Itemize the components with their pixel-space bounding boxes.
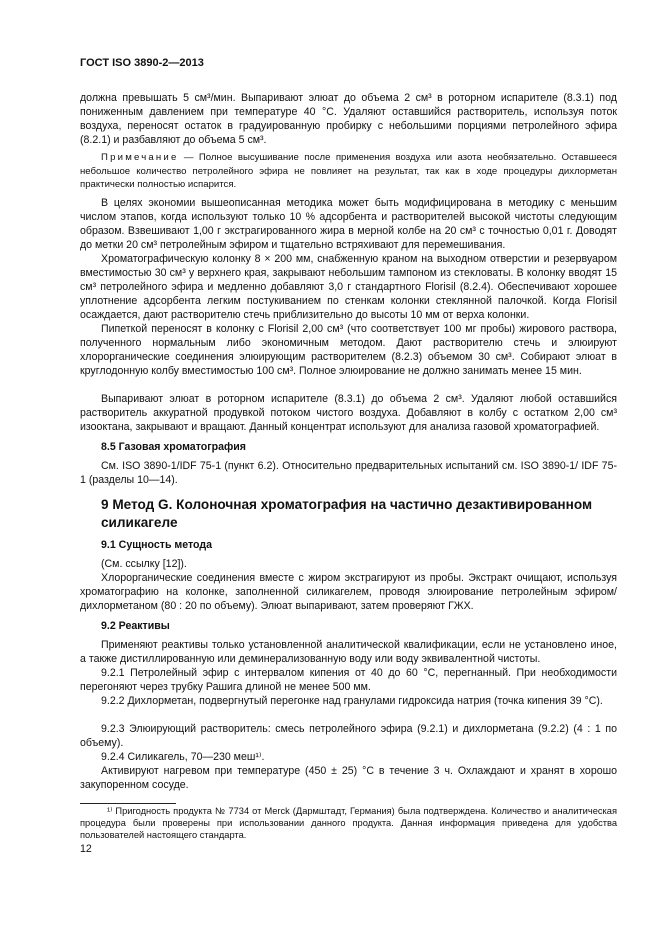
page-number: 12 xyxy=(80,843,92,855)
paragraph: должна превышать 5 см³/мин. Выпаривают элюат до объема 2 см³ в роторном испарителе (8.3.1) под пониженным давлением при температуре 40 °С. Удаляют оставшийся растворитель, используя поток воздуха, переносят остаток в градуированную пробирку с небольшими порциями петролейного эфира (8.2.1) и разбавляют до объема 5 см³. xyxy=(80,92,617,146)
paragraph: 9.2.2 Дихлорметан, подвергнутый перегонке над гранулами гидроксида натрия (точка кипения 39 °С). xyxy=(101,695,603,707)
paragraph: 9.2.3 Элюирующий растворитель: смесь петролейного эфира (9.2.1) и дихлорметана (9.2.2) (4 : 1 по объему). xyxy=(80,723,617,749)
note xyxy=(80,151,617,192)
section-heading-9: 9 Метод G. Колоночная хроматография на частично дезактивированном силикагеле xyxy=(101,497,593,530)
paragraph: Выпаривают элюат в роторном испарителе (8.3.1) до объема 2 см³. Удаляют любой оставшийся растворитель аккуратной продувкой потоком чистого воздуха. Добавляют в колбу с остатком 2,00 см³ изооктана, закрывают и вращают. Данный концентрат используют для анализа газовой хроматографией. xyxy=(80,393,617,433)
paragraph: Хлорорганические соединения вместе с жиром экстрагируют из пробы. Экстракт очищают, используя хроматографию на колонке, заполненной силикагелем, проводя элюирование петролейным эфиром/дихлорметаном (80 : 20 по объему). Элюат выпаривают, затем проверяют ГЖХ. xyxy=(80,572,617,612)
paragraph: Активируют нагревом при температуре (450 ± 25) °С в течение 3 ч. Охлаждают и хранят в хорошо закупоренном сосуде. xyxy=(80,765,617,791)
paragraph: Пипеткой переносят в колонку с Florisil 2,00 см³ (что соответствует 100 мг пробы) жирового раствора, полученного нормальным либо экономичным методом. Дают растворителю стечь и элюируют хлорорганические соединения элюирующим растворителем (8.2.3) объемом 30 см³. Собирают элюат в круглодонную колбу вместимостью 100 см³. Полное элюирование не должно занимать менее 15 мин. xyxy=(80,323,617,377)
document-header: ГОСТ ISO 3890-2—2013 xyxy=(80,57,204,69)
paragraph: В целях экономии вышеописанная методика может быть модифицирована в методику с меньшим числом этапов, когда используют только 10 % адсорбента и растворителей высокой чистоты следующим образом. Взвешивают 1,00 г экстрагированного жира в мерной колбе на 20 см³ с точностью 0,01 г. Доводят до метки 20 см³ петролейным эфиром и тщательно встряхивают для перемешивания. xyxy=(80,197,617,251)
footnote-divider xyxy=(80,803,176,804)
paragraph: Хроматографическую колонку 8 × 200 мм, снабженную краном на выходном отверстии и резервуаром вместимостью 30 см³ у верхнего края, закрывают небольшим тампоном из стекловаты. В колонку вводят 15 см³ петролейного эфира и медленно добавляют 3,0 г стандартного Florisil (8.2.4). Обеспечивают хорошее уплотнение адсорбента легким постукиванием по стенкам колонки стеклянной палочкой. Когда Florisil осаждается, дают растворителю стечь приблизительно до высоты 10 мм от верха колонки. xyxy=(80,253,617,321)
note-label: Примечание xyxy=(101,152,179,163)
note-text: — Полное высушивание после применения воздуха или азота необязательно. Оставшееся небольшое количество петролейного эфира не повлияет на результат, так как в ходе процедуры дихлорметан практически полностью испарится. xyxy=(80,152,617,190)
footnote: ¹⁾ Пригодность продукта № 7734 от Merck (Дармштадт, Германия) была подтверждена. Количество и аналитическая процедура были проверены при использовании данного продукта. Данная информация приведена для удобства пользователей настоящего стандарта. xyxy=(80,806,617,840)
section-heading-8-5: 8.5 Газовая хроматография xyxy=(101,441,246,453)
paragraph: 9.2.4 Силикагель, 70—230 меш¹⁾. xyxy=(101,751,265,763)
paragraph: См. ISO 3890-1/IDF 75-1 (пункт 6.2). Относительно предварительных испытаний см. ISO 3890-1/ IDF 75-1 (разделы 10—14). xyxy=(80,460,617,486)
section-heading-9-2: 9.2 Реактивы xyxy=(101,620,170,632)
paragraph: Применяют реактивы только установленной аналитической квалификации, если не установлено иное, а также дистиллированную или деминерализованную воду или воду эквивалентной чистоты. xyxy=(80,639,617,665)
paragraph: (См. ссылку [12]). xyxy=(101,558,187,570)
paragraph: 9.2.1 Петролейный эфир с интервалом кипения от 40 до 60 °С, перегнанный. При необходимости перегоняют через трубку Рашига длиной не менее 500 мм. xyxy=(80,667,617,693)
section-heading-9-1: 9.1 Сущность метода xyxy=(101,539,213,551)
